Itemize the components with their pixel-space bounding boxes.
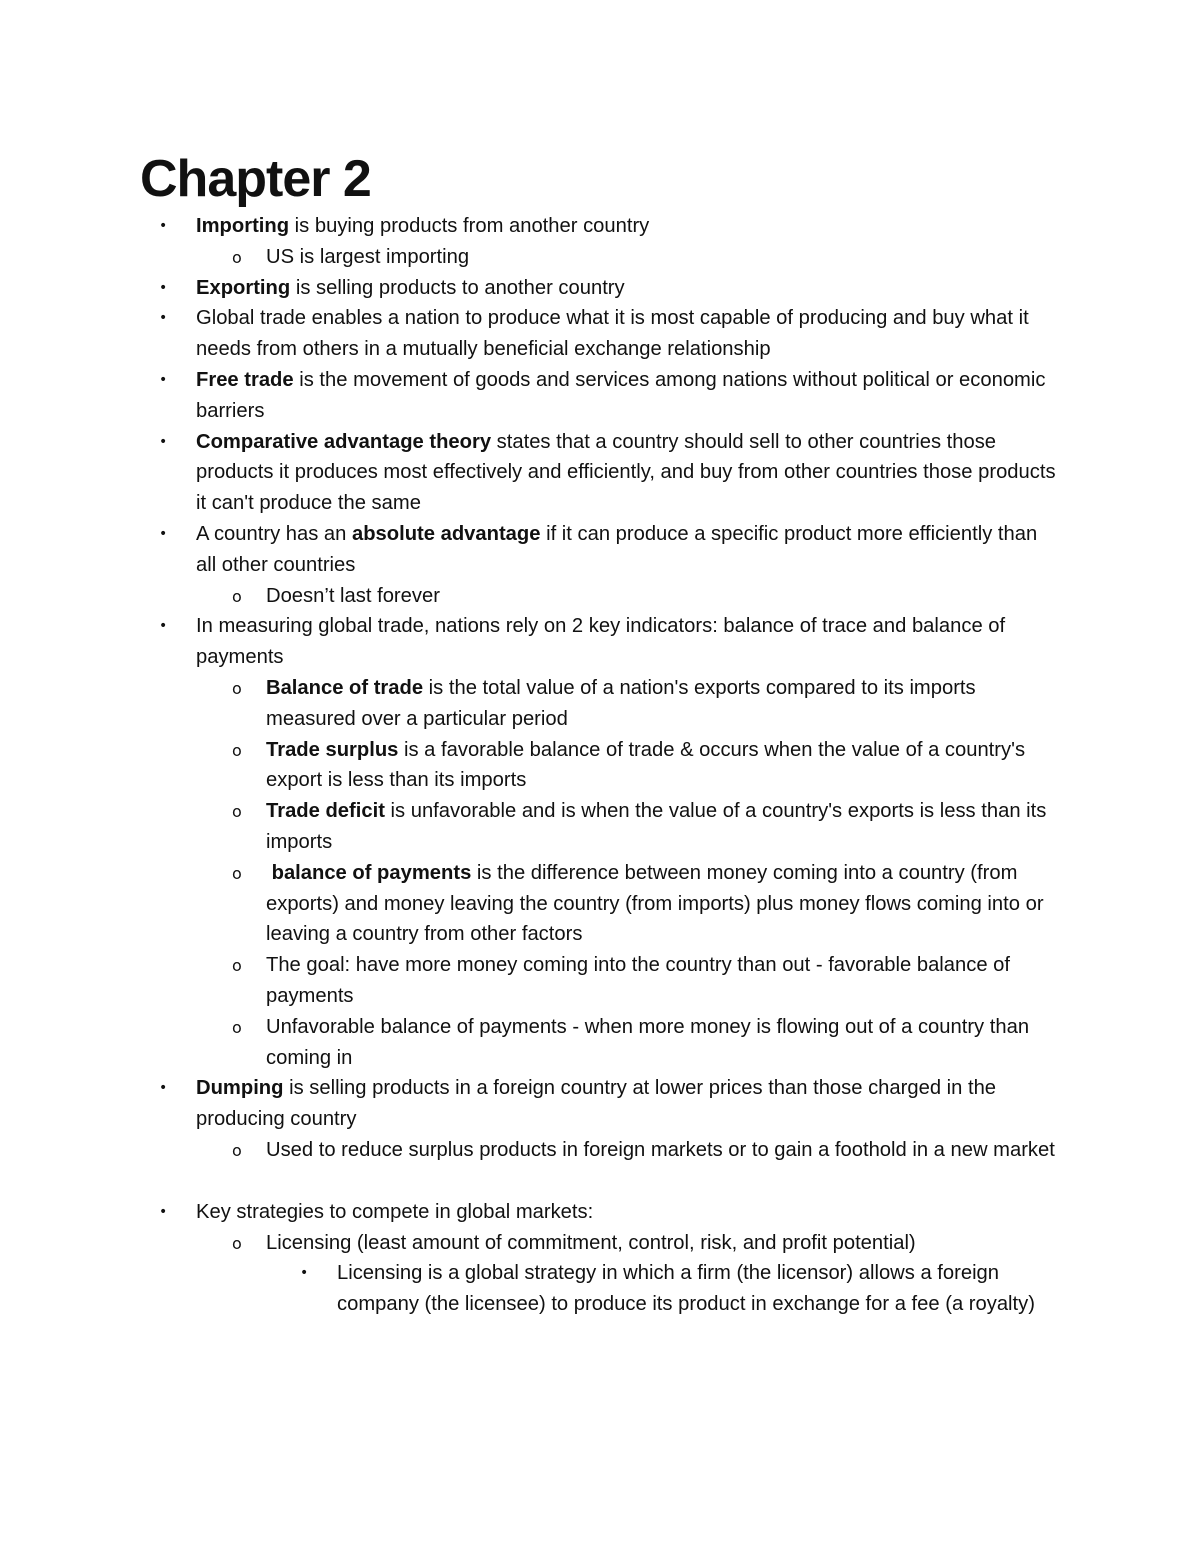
item-text: is selling products to another country [290,276,625,299]
item-text: states that a country should sell to other countries those products it produces most effectively and efficiently, and buy from other countries those products it can't produce the same [196,430,1056,515]
list-item [0,365,1056,427]
item-text: Unfavorable balance of payments - when more money is flowing out of a country than coming in [266,1015,1030,1069]
sub-bullet-marker: o [232,586,242,606]
list-item [0,581,1056,612]
bullet-marker: • [159,310,168,327]
list-item [0,858,1056,950]
item-text: is unfavorable and is when the value of a country's exports is less than its imports [266,800,1047,853]
item-text: In measuring global trade, nations rely on 2 key indicators: balance of trace and balance of payments [196,615,1006,669]
item-text: is the difference between money coming into a country (from exports) and money leaving the country (from imports) plus money flows coming into or leaving a country from other factors [266,861,1044,946]
item-text: is selling products in a foreign country at lower prices than those charged in the producing country [196,1077,997,1131]
sub-bullet-marker: o [232,1017,242,1037]
term: Exporting [196,276,291,299]
list-item [0,1135,1056,1166]
list-item [0,1228,1056,1259]
sub-bullet-marker: o [232,740,242,760]
item-text: Licensing (least amount of commitment, control, risk, and profit potential) [266,1231,916,1254]
notes-list [0,211,1200,1320]
list-item [0,273,1056,304]
sub-bullet-marker: o [232,863,242,883]
sub-bullet-marker: o [232,247,242,267]
item-text: is the total value of a nation's exports compared to its imports measured over a particular period [266,676,976,730]
list-item [0,1073,1056,1135]
list-item [0,611,1056,673]
sub-bullet-marker: o [232,956,242,976]
bullet-marker: • [159,618,168,635]
list-item [0,1197,1056,1228]
sub-bullet-marker: o [232,1140,242,1160]
item-text: is buying products from another country [289,215,650,237]
bullet-marker: • [159,1203,168,1220]
item-text: is the movement of goods and services among nations without political or economic barriers [196,368,1046,422]
list-item [0,1258,1057,1320]
term: Importing [196,215,290,237]
list-item [0,242,1056,273]
list-item [0,735,1056,797]
term: absolute advantage [352,522,541,545]
item-text-lead: A country has an [196,522,352,545]
list-item [0,303,1056,365]
bullet-marker: • [159,371,168,388]
list-item [0,796,1056,858]
term: balance of payments [266,861,472,884]
item-text: US is largest importing [266,245,470,268]
term: Free trade [196,368,294,391]
sub-bullet-marker: o [232,678,242,698]
term: Balance of trade [266,676,424,699]
sub-sub-bullet-marker: • [300,1265,309,1282]
term: Trade surplus [266,738,399,761]
term: Dumping [196,1077,284,1100]
item-text: is a favorable balance of trade & occurs when the value of a country's export is less than its imports [266,738,1026,792]
item-text: Licensing is a global strategy in which a firm (the licensor) allows a foreign company (the licensee) to produce its product in exchange for a fee (a royalty) [337,1262,1035,1316]
item-text: Global trade enables a nation to produce what it is most capable of producing and buy what it needs from others in a mutually beneficial exchange relationship [196,307,1029,361]
list-item [0,211,1056,242]
bullet-marker: • [159,218,168,234]
blank-line [0,1166,1200,1197]
list-item [0,1012,1056,1074]
page-title: Chapter 2 [140,150,371,208]
bullet-marker: • [159,1080,168,1097]
bullet-marker: • [159,525,168,542]
sub-bullet-marker: o [232,802,242,822]
item-text: Key strategies to compete in global markets: [196,1200,594,1223]
bullet-marker: • [159,433,168,450]
term: Comparative advantage theory [196,430,492,453]
list-item [0,673,1056,735]
sub-bullet-marker: o [232,1233,242,1253]
item-text: The goal: have more money coming into the country than out - favorable balance of payments [266,954,1011,1007]
list-item [0,427,1056,519]
item-text: Doesn’t last forever [266,584,440,607]
bullet-marker: • [159,279,168,296]
list-item [0,519,1056,581]
term: Trade deficit [266,800,385,823]
list-item [0,950,1056,1012]
item-text: if it can produce a specific product more efficiently than all other countries [196,522,1038,576]
item-text: Used to reduce surplus products in foreign markets or to gain a foothold in a new market [266,1138,1055,1161]
